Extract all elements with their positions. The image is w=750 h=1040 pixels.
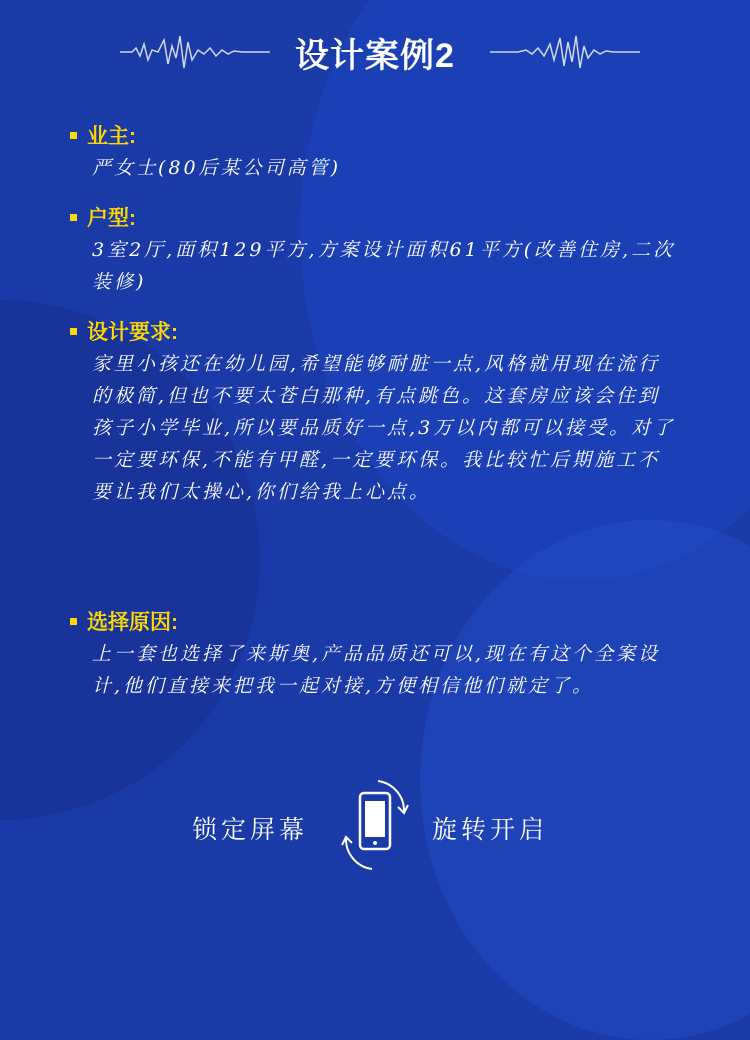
- owner-section: [70, 122, 680, 184]
- bullet-icon: [70, 328, 77, 335]
- section-label: 设计要求:: [87, 321, 178, 344]
- rotate-open-text: 旋转开启: [432, 816, 549, 844]
- section-label: 户型:: [87, 207, 136, 230]
- section-text: 上一套也选择了来斯奥,产品品质还可以,现在有这个全案设计,他们直接来把我一起对接,方便相信他们就定了。: [92, 643, 661, 697]
- layout-section: [70, 204, 680, 298]
- section-heading: [70, 318, 680, 344]
- footer: [0, 770, 750, 880]
- rotate-phone-icon: [340, 775, 410, 875]
- lock-screen-text: 锁定屏幕: [192, 816, 309, 844]
- section-heading: [70, 122, 680, 148]
- sound-wave-icon: [490, 30, 640, 70]
- requirements-section: [70, 318, 680, 508]
- section-text: 家里小孩还在幼儿园,希望能够耐脏一点,风格就用现在流行的极简,但也不要太苍白那种,有点跳色。这套房应该会住到孩子小学毕业,所以要品质好一点,3万以内都可以接受。对了一定要环保,不能有甲醛,一定要环保。我比较忙后期施工不要让我们太操心,你们给我上心点。: [92, 353, 676, 503]
- section-text: 3室2厅,面积129平方,方案设计面积61平方(改善住房,二次装修): [92, 239, 676, 293]
- bullet-icon: [70, 214, 77, 221]
- page-title: 设计案例2: [295, 37, 455, 75]
- section-label: 选择原因:: [87, 611, 178, 634]
- reason-section: [70, 608, 680, 702]
- section-label: 业主:: [87, 125, 136, 148]
- section-heading: [70, 204, 680, 230]
- header: [0, 0, 750, 100]
- section-text: 严女士(80后某公司高管): [92, 157, 342, 179]
- bullet-icon: [70, 618, 77, 625]
- bullet-icon: [70, 132, 77, 139]
- section-heading: [70, 608, 680, 634]
